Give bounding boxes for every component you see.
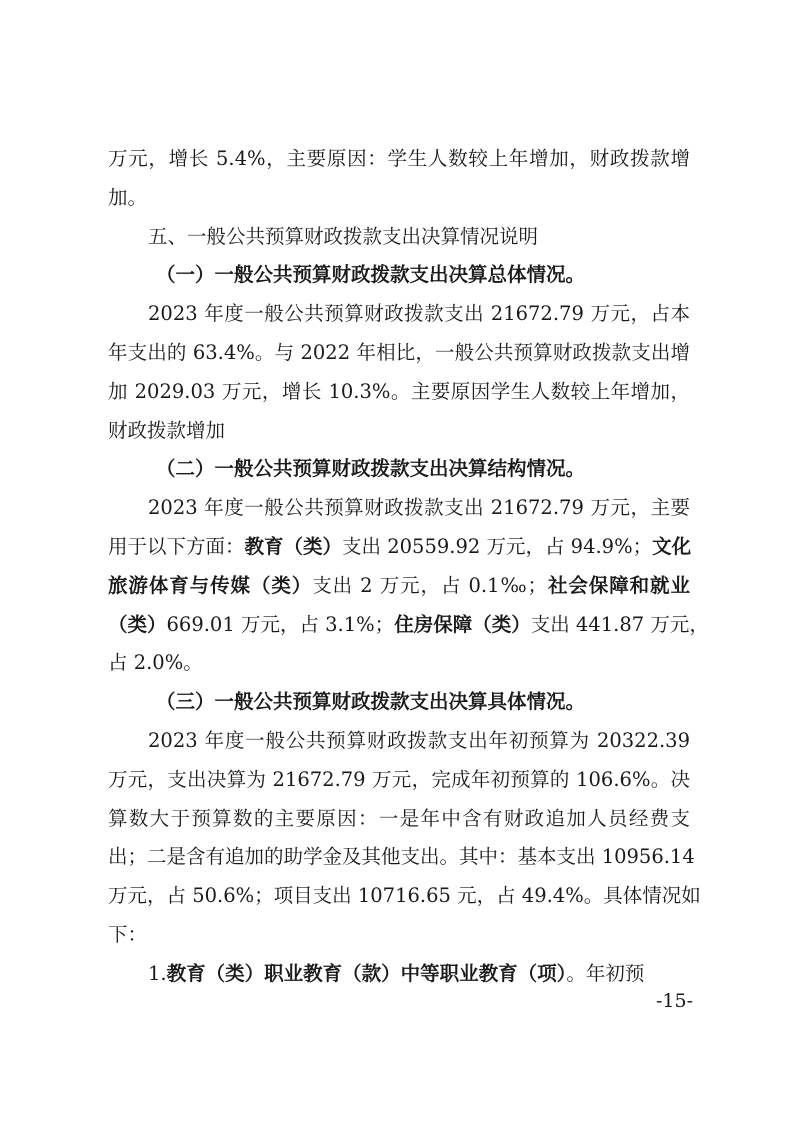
paragraph-line xyxy=(108,606,709,645)
category-label: 教育（类） xyxy=(244,534,343,558)
paragraph-line: 加。 xyxy=(108,185,148,209)
category-label: 旅游体育与传媒（类） xyxy=(108,573,313,597)
section-heading: 五、一般公共预算财政拨款支出决算情况说明 xyxy=(148,224,539,248)
text-run: 用于以下方面： xyxy=(108,534,245,558)
text-run: 支出 441.87 万元， xyxy=(530,612,709,636)
paragraph-line: 万元，占 50.6%；项目支出 10716.65 元，占 49.4%。具体情况如 xyxy=(108,884,701,908)
page-number: -15- xyxy=(655,990,693,1012)
text-run: 支出 20559.92 万元，占 94.9%； xyxy=(342,534,653,558)
category-label: 教育（类）职业教育（款）中等职业教育（项） xyxy=(166,961,567,985)
paragraph-line: 占 2.0%。 xyxy=(108,651,203,675)
paragraph-line: 年支出的 63.4%。与 2022 年相比，一般公共预算财政拨款支出增 xyxy=(108,340,690,364)
paragraph-line: 万元，增长 5.4%，主要原因：学生人数较上年增加，财政拨款增 xyxy=(108,147,690,170)
paragraph-line: 2023 年度一般公共预算财政拨款支出 21672.79 万元，占本 xyxy=(148,302,690,326)
category-label: 住房保障（类） xyxy=(394,612,531,636)
document-body xyxy=(108,140,709,994)
category-label: 文化 xyxy=(652,534,692,558)
list-number: 1. xyxy=(148,961,167,985)
paragraph-line: 财政拨款增加 xyxy=(108,418,226,442)
paragraph-line: 算数大于预算数的主要原因：一是年中含有财政追加人员经费支 xyxy=(108,806,690,830)
list-item xyxy=(108,955,690,994)
subsection-heading: （二）一般公共预算财政拨款支出决算结构情况。 xyxy=(156,457,586,481)
paragraph-line: 2023 年度一般公共预算财政拨款支出 21672.79 万元，主要 xyxy=(148,496,690,520)
paragraph-line xyxy=(108,567,690,606)
paragraph-line: 加 2029.03 万元，增长 10.3%。主要原因学生人数较上年增加， xyxy=(108,379,690,403)
subsection-heading: （三）一般公共预算财政拨款支出决算具体情况。 xyxy=(156,690,586,714)
paragraph-line: 下： xyxy=(108,922,148,946)
paragraph-line: 2023 年度一般公共预算财政拨款支出年初预算为 20322.39 xyxy=(148,728,690,752)
text-run: 669.01 万元，占 3.1%； xyxy=(166,612,395,636)
category-label: （类） xyxy=(108,612,167,636)
subsection-heading: （一）一般公共预算财政拨款支出决算总体情况。 xyxy=(156,263,586,287)
category-label: 社会保障和就业 xyxy=(547,573,690,597)
paragraph-line xyxy=(108,528,690,567)
text-run: 。年初预 xyxy=(566,961,645,985)
paragraph-line: 万元，支出决算为 21672.79 万元，完成年初预算的 106.6%。决 xyxy=(108,767,690,791)
paragraph-line: 出；二是含有追加的助学金及其他支出。其中：基本支出 10956.14 xyxy=(108,845,695,869)
text-run: 支出 2 万元，占 0.1‰； xyxy=(312,573,548,597)
